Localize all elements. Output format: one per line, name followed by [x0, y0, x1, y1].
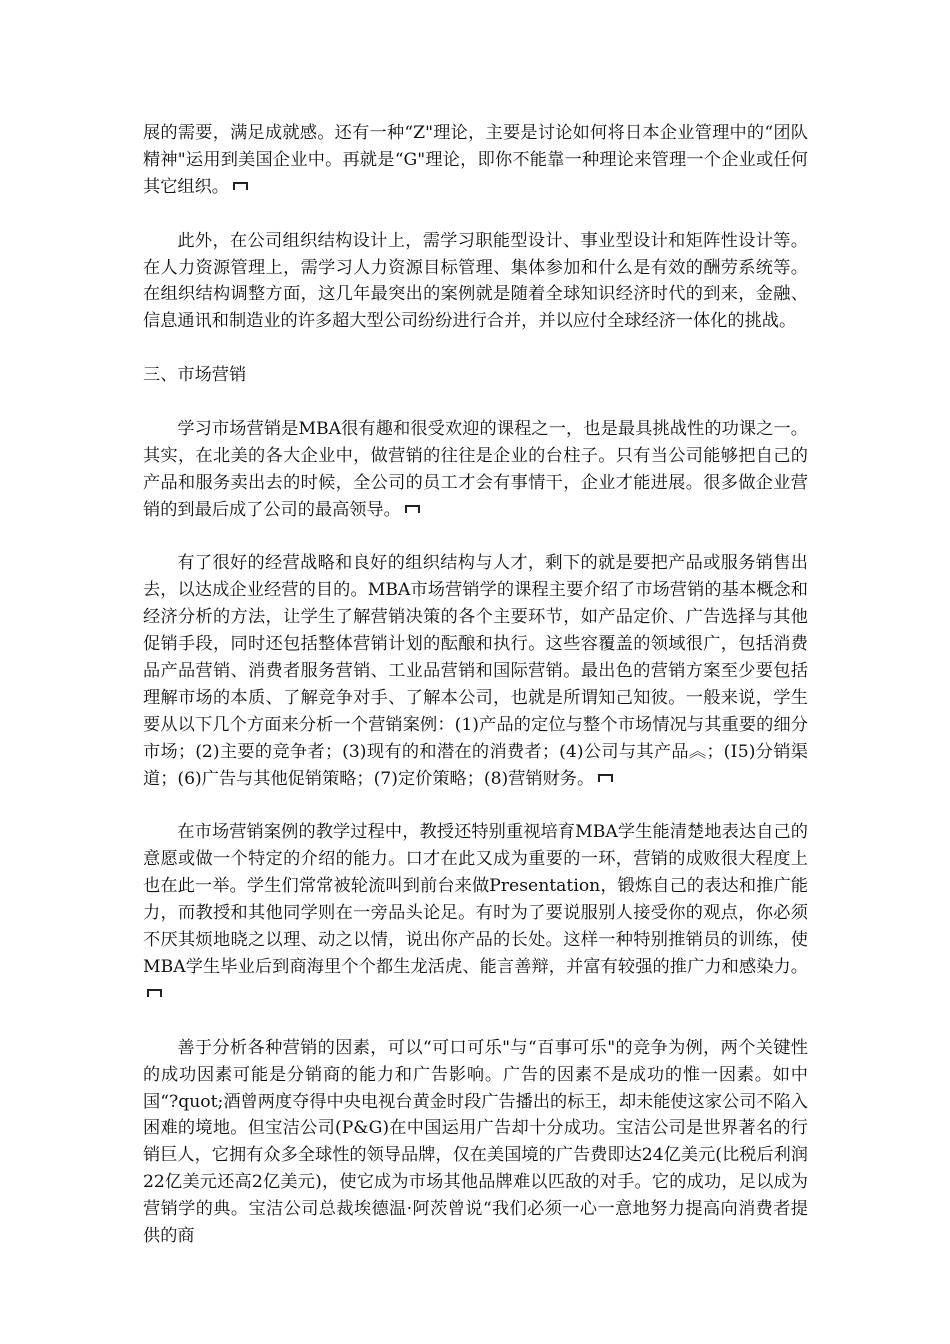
paragraph-marketing-intro [143, 416, 808, 524]
paragraph-text: 在市场营销案例的教学过程中，教授还特别重视培育MBA学生能清楚地表达自己的意愿或做一个特定的介绍的能力。口才在此又成为重要的一环，营销的成败很大程度上也在此一举。学生们常常被轮流叫到前台来做Presentation，锻炼自己的表达和推广能力，而教授和其他同学则在一旁品头论足。有时为了要说服别人接受你的观点，你必须不厌其烦地晓之以理、动之以情，说出你产品的长处。这样一种特别推销员的训练，使MBA学生毕业后到商海里个个都生龙活虎、能言善辩，并富有较强的推广力和感染力。 [143, 822, 808, 978]
paragraph-mark-icon [233, 182, 248, 190]
paragraph-mark-icon [598, 774, 613, 782]
document-body [143, 120, 808, 1277]
heading-text: 三、市场营销 [143, 365, 247, 386]
paragraph-advertising [143, 1035, 808, 1250]
paragraph-text: 善于分析各种营销的因素，可以“可口可乐"与“百事可乐"的竞争为例，两个关键性的成功因素可能是分销商的能力和广告影响。广告的因素不是成功的惟一因素。如中国“?quot;酒曾两度夺得中央电视台黄金时段广告播出的标王，却未能使这家公司不陷入困难的境地。但宝洁公司(P&G)在中国运用广告却十分成功。宝洁公司是世界著名的行销巨人，它拥有众多全球性的领导品牌，仅在美国境的广告费即达24亿美元(比税后利润22亿美元还高2亿美元)，使它成为市场其他品牌难以匹敌的对手。它的成功，足以成为营销学的典。宝洁公司总裁埃德温·阿茨曾说“我们必须一心一意地努力提高向消费者提供的商 [143, 1037, 808, 1247]
paragraph-org-structure [143, 228, 808, 336]
paragraph-marketing-course [143, 550, 808, 792]
paragraph-text: 展的需要，满足成就感。还有一种“Z"理论，主要是讨论如何将日本企业管理中的“团队精神"运用到美国企业中。再就是“G"理论，即你不能靠一种理论来管理一个企业或任何其它组织。 [143, 123, 808, 197]
paragraph-text: 此外，在公司组织结构设计上，需学习职能型设计、事业型设计和矩阵性设计等。在人力资源管理上，需学习人力资源目标管理、集体参加和什么是有效的酬劳系统等。在组织结构调整方面，这几年最突出的案例就是随着全球知识经济时代的到来，金融、信息通讯和制造业的许多超大型公司纷纷进行合并，并以应付全球经济一体化的挑战。 [143, 230, 808, 332]
paragraph-mark-icon [147, 989, 162, 997]
paragraph-mark-icon [405, 505, 420, 513]
paragraph-presentation [143, 819, 808, 1007]
paragraph-text: 学习市场营销是MBA很有趣和很受欢迎的课程之一，也是最具挑战性的功课之一。其实，在北美的各大企业中，做营销的往往是企业的台柱子。只有当公司能够把自己的产品和服务卖出去的时候，全公司的员工才会有事情干，企业才能进展。很多做企业营销的到最后成了公司的最高领导。 [143, 418, 808, 520]
paragraph-theories [143, 120, 808, 201]
paragraph-text: 有了很好的经营战略和良好的组织结构与人才，剩下的就是要把产品或服务销售出去，以达成企业经营的目的。MBA市场营销学的课程主要介绍了市场营销的基本概念和经济分析的方法，让学生了解营销决策的各个主要环节，如产品定价、广告选择与其他促销手段，同时还包括整体营销计划的酝酿和执行。这些容覆盖的领域很广，包括消费品产品营销、消费者服务营销、工业品营销和国际营销。最出色的营销方案至少要包括理解市场的本质、了解竞争对手、了解本公司，也就是所谓知己知彼。一般来说，学生要从以下几个方面来分析一个营销案例：(1)产品的定位与整个市场情况与其重要的细分市场；(2)主要的竞争者；(3)现有的和潜在的消费者；(4)公司与其产品︽；(Ⅰ5)分销渠道；(6)广告与其他促销策略；(7)定价策略；(8)营销财务。 [143, 553, 808, 789]
section-heading-marketing [143, 362, 808, 389]
